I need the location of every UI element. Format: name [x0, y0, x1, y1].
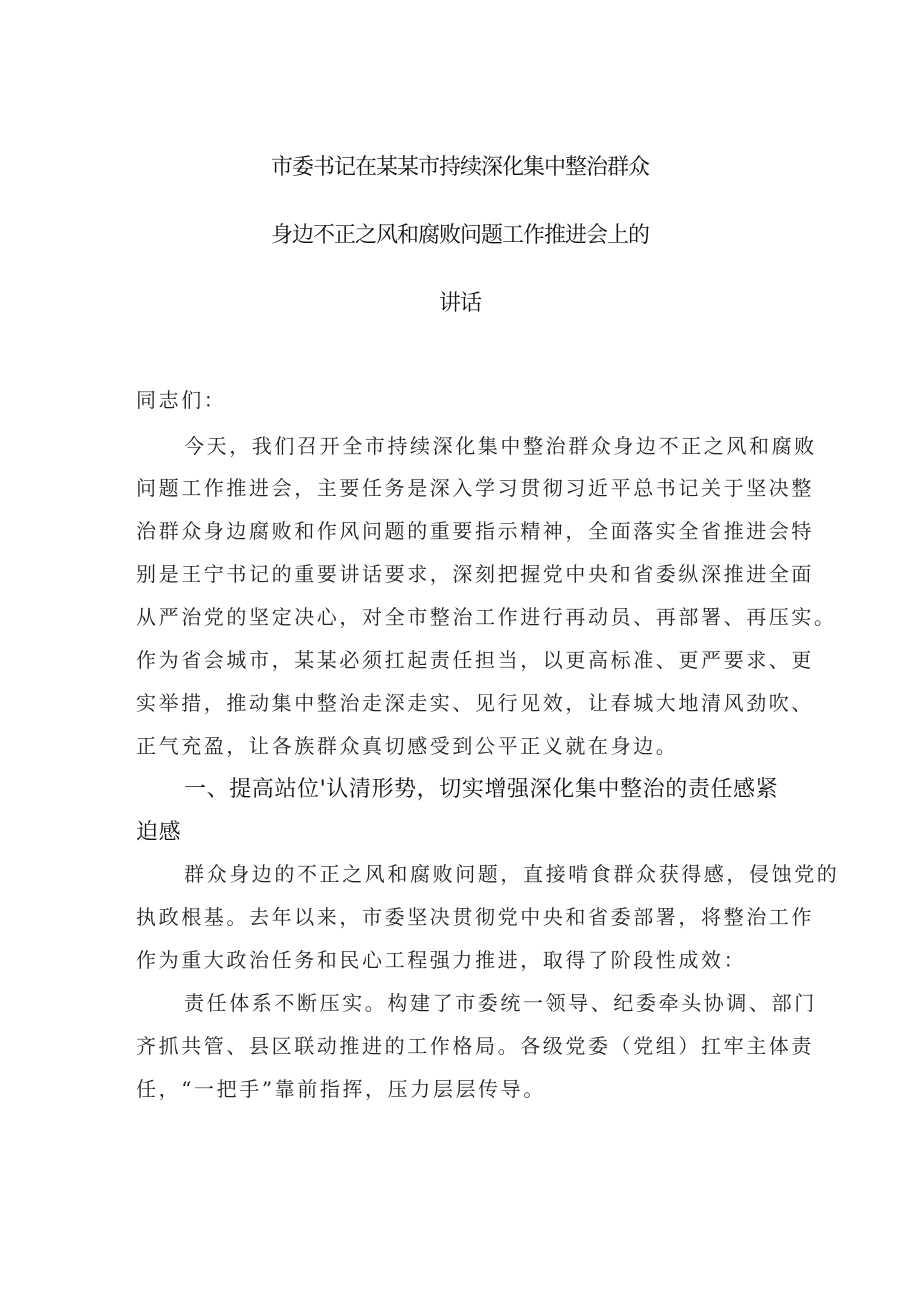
- paragraph-1-line: 从严治党的坚定决心，对全市整治工作进行再动员、再部署、再压实。: [136, 605, 837, 629]
- document-title-line-2: 身边不正之风和腐败问题工作推进会上的: [270, 223, 649, 248]
- paragraph-3-line: 责任体系不断压实。构建了市委统一领导、纪委牵头协调、部门: [184, 991, 817, 1015]
- paragraph-3-line: 任，“一把手”靠前指挥，压力层层传导。: [136, 1077, 546, 1101]
- section-heading-line: 迫感: [136, 820, 182, 845]
- paragraph-1-line: 正气充盈，让各族群众真切感受到公平正义就在身边。: [136, 734, 679, 758]
- document-title-line-1: 市委书记在某某市持续深化集中整治群众: [270, 155, 649, 180]
- paragraph-1-line: 作为省会城市，某某必须扛起责任担当，以更高标准、更严要求、更: [136, 648, 814, 672]
- salutation: 同志们：: [136, 388, 227, 412]
- paragraph-2-line: 作为重大政治任务和民心工程强力推进，取得了阶段性成效：: [136, 948, 747, 972]
- paragraph-2-line: 群众身边的不正之风和腐败问题，直接啃食群众获得感，侵蚀党的: [184, 862, 840, 886]
- document-title-line-3: 讲话: [438, 291, 481, 316]
- paragraph-3-line: 齐抓共管、县区联动推进的工作格局。各级党委（党组）扛牢主体责: [136, 1034, 814, 1058]
- paragraph-1-line: 实举措，推动集中整治走深走实、见行见效，让春城大地清风劲吹、: [136, 691, 814, 715]
- section-heading-line: 一、提高站位'认清形势，切实增强深化集中整治的责任感紧: [184, 777, 779, 802]
- paragraph-2-line: 执政根基。去年以来，市委坚决贯彻党中央和省委部署，将整治工作: [136, 905, 814, 929]
- paragraph-1-line: 问题工作推进会，主要任务是深入学习贯彻习近平总书记关于坚决整: [136, 476, 814, 500]
- paragraph-1-line: 治群众身边腐败和作风问题的重要指示精神，全面落实全省推进会特: [136, 519, 814, 543]
- paragraph-1-line: 今天，我们召开全市持续深化集中整治群众身边不正之风和腐败: [184, 434, 817, 458]
- paragraph-1-line: 别是王宁书记的重要讲话要求，深刻把握党中央和省委纵深推进全面: [136, 562, 814, 586]
